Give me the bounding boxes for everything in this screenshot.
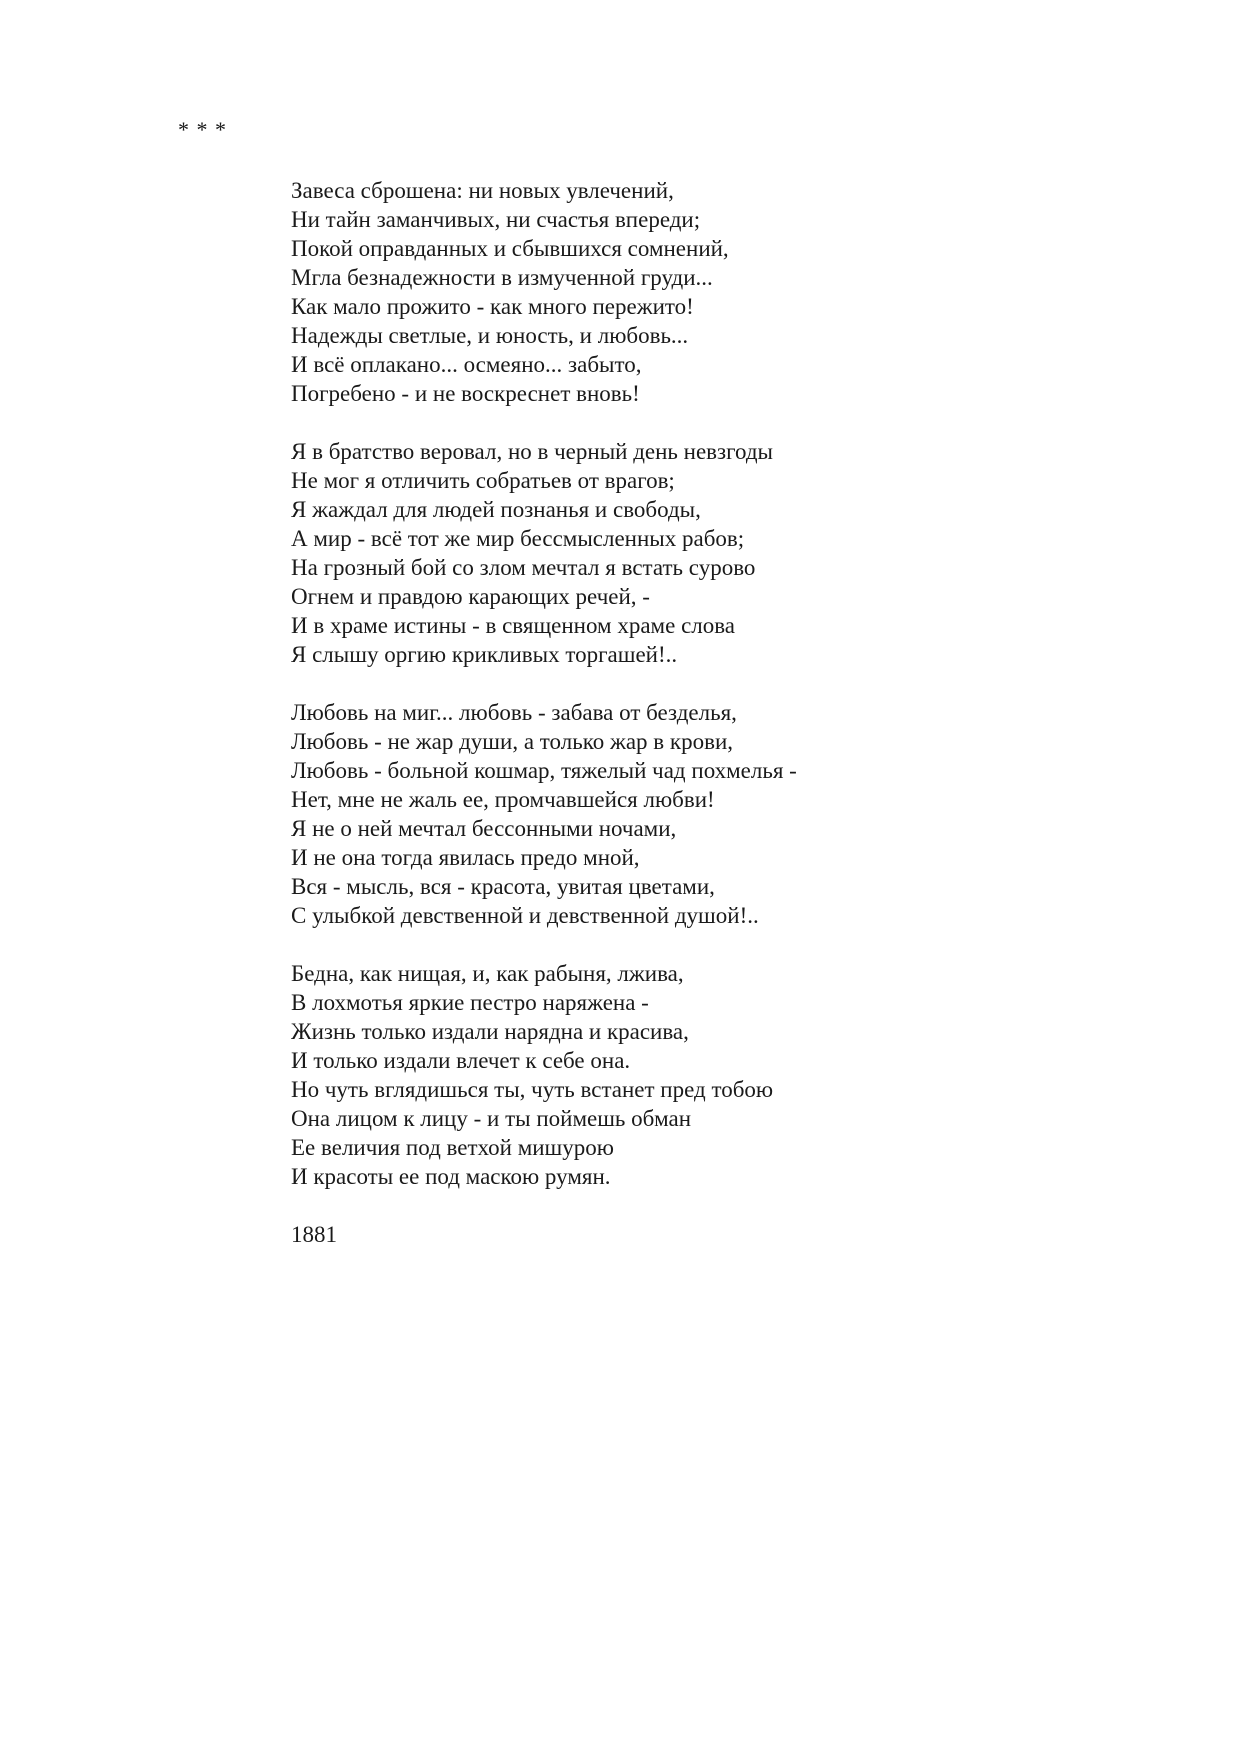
poem-line: Она лицом к лицу - и ты поймешь обман xyxy=(291,1106,692,1131)
poem-line: И только издали влечет к себе она. xyxy=(291,1048,631,1073)
poem-line: Нет, мне не жаль ее, промчавшейся любви! xyxy=(291,787,715,812)
poem-line: Но чуть вглядишься ты, чуть встанет пред тобою xyxy=(291,1077,774,1102)
poem-line: И красоты ее под маскою румян. xyxy=(291,1164,611,1189)
poem-line: Жизнь только издали нарядна и красива, xyxy=(291,1019,689,1044)
poem-line: Надежды светлые, и юность, и любовь... xyxy=(291,323,689,348)
poem-heading: * * * xyxy=(178,117,227,142)
poem-date: 1881 xyxy=(291,1222,337,1247)
poem-line: Ни тайн заманчивых, ни счастья впереди; xyxy=(291,207,701,232)
poem-line: Как мало прожито - как много пережито! xyxy=(291,294,694,319)
poem-line: Не мог я отличить собратьев от врагов; xyxy=(291,468,675,493)
poem-line: Я жаждал для людей познанья и свободы, xyxy=(291,497,701,522)
poem-line: Бедна, как нищая, и, как рабыня, лжива, xyxy=(291,961,684,986)
poem-line: А мир - всё тот же мир бессмысленных рабов; xyxy=(291,526,745,551)
poem-line: Ее величия под ветхой мишурою xyxy=(291,1135,614,1160)
poem-line: И всё оплакано... осмеяно... забыто, xyxy=(291,352,642,377)
poem-line: Я в братство веровал, но в черный день невзгоды xyxy=(291,439,773,464)
poem-line: Мгла безнадежности в измученной груди... xyxy=(291,265,713,290)
poem-line: Погребено - и не воскреснет вновь! xyxy=(291,381,640,406)
poem-line: Огнем и правдою карающих речей, - xyxy=(291,584,650,609)
poem-line: С улыбкой девственной и девственной душой!.. xyxy=(291,903,759,928)
poem-line: И не она тогда явилась предо мной, xyxy=(291,845,640,870)
poem-line: Я слышу оргию крикливых торгашей!.. xyxy=(291,642,678,667)
poem-line: На грозный бой со злом мечтал я встать сурово xyxy=(291,555,756,580)
poem-line: Покой оправданных и сбывшихся сомнений, xyxy=(291,236,729,261)
stanza-1 xyxy=(291,176,1191,408)
stanza-3 xyxy=(291,698,1191,930)
poem-line: Любовь - больной кошмар, тяжелый чад похмелья - xyxy=(291,758,797,783)
poem-line: Любовь на миг... любовь - забава от безделья, xyxy=(291,700,737,725)
poem-line: Завеса сброшена: ни новых увлечений, xyxy=(291,178,674,203)
poem-line: И в храме истины - в священном храме слова xyxy=(291,613,736,638)
poem-line: В лохмотья яркие пестро наряжена - xyxy=(291,990,649,1015)
poem-body xyxy=(291,176,1191,1249)
poem-line: Я не о ней мечтал бессонными ночами, xyxy=(291,816,677,841)
poem-line: Любовь - не жар души, а только жар в крови, xyxy=(291,729,734,754)
stanza-2 xyxy=(291,437,1191,669)
stanza-4 xyxy=(291,959,1191,1191)
poem-line: Вся - мысль, вся - красота, увитая цветами, xyxy=(291,874,715,899)
